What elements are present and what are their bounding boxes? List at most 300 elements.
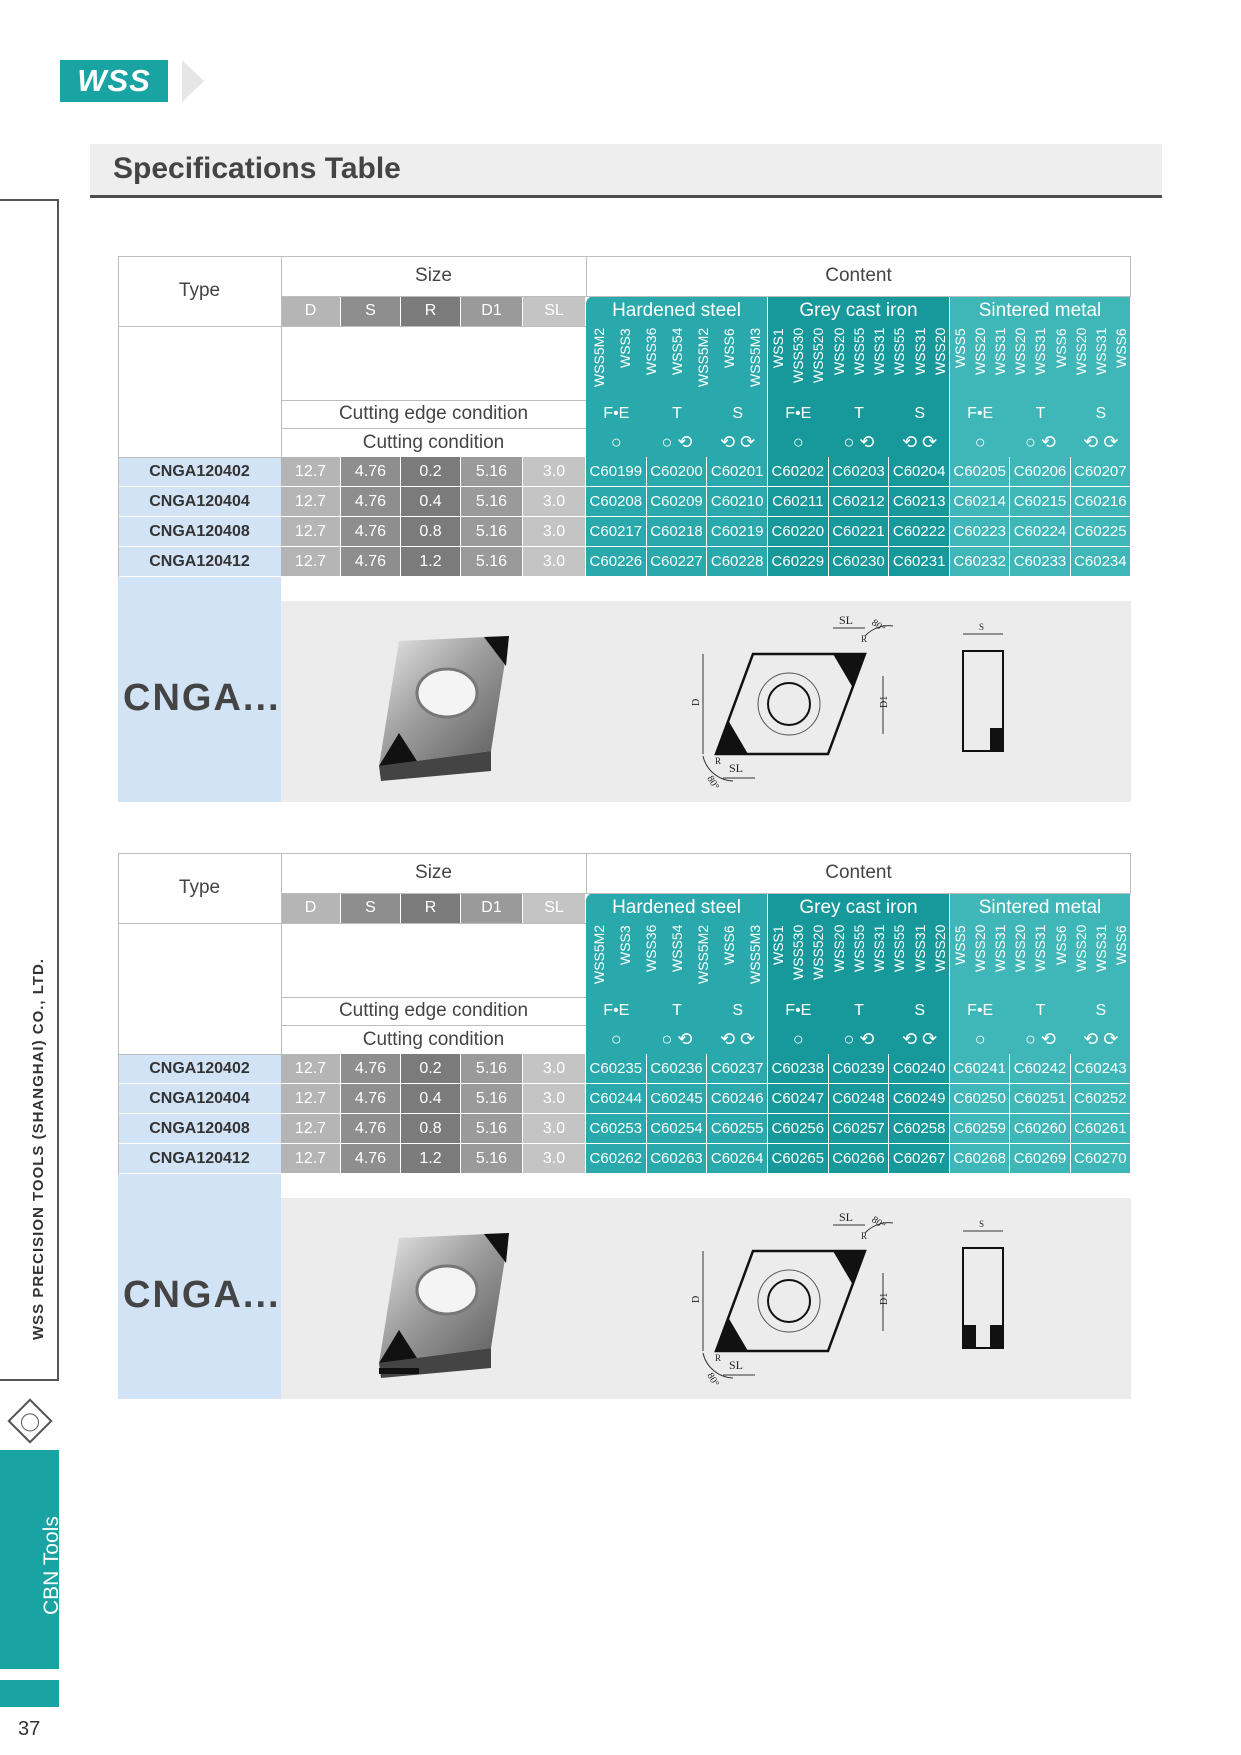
grade-label: WSS5M2: [695, 328, 711, 388]
product-code-cell: C60218: [647, 517, 708, 547]
size-cell: 0.2: [401, 457, 461, 487]
product-code-cell: C60222: [889, 517, 950, 547]
spec-table-2: [118, 853, 1131, 1399]
size-col-header-d1: D1: [461, 893, 523, 923]
grade-label: WSS54: [669, 328, 685, 376]
grade-label: WSS20: [931, 328, 948, 376]
grid-line: [281, 893, 586, 894]
size-col-header-d1: D1: [461, 296, 523, 326]
grade-label: WSS1: [770, 328, 787, 368]
section-tab-label: CBN Tools: [40, 1516, 63, 1615]
size-col-header-r: R: [401, 893, 461, 923]
grid-line: [281, 1025, 586, 1026]
product-code-cell: C60250: [950, 1084, 1010, 1114]
type-cell: CNGA120412: [118, 1144, 281, 1174]
dim-label-sl: SL: [729, 1358, 744, 1372]
grade-label: WSS6: [1112, 925, 1129, 965]
product-label-panel: [118, 1174, 281, 1399]
product-code-cell: C60228: [707, 547, 768, 577]
size-cell: 3.0: [523, 457, 586, 487]
product-code-cell: C60233: [1010, 547, 1070, 577]
outline-hole: [768, 1280, 810, 1322]
side-view-tip: [963, 1325, 976, 1348]
size-cell: 5.16: [461, 487, 523, 517]
product-image-panel: [281, 1198, 1131, 1399]
grade-label: WSS20: [830, 925, 847, 973]
size-cell: 0.4: [401, 1084, 461, 1114]
edge-condition-label: S: [914, 1002, 925, 1019]
product-code-cell: C60261: [1071, 1114, 1131, 1144]
cutting-condition-symbol: ⟲ ⟳: [1083, 1029, 1119, 1049]
grade-label: WSS5M2: [695, 925, 711, 985]
product-code-cell: C60243: [1071, 1054, 1131, 1084]
product-code-cell: C60239: [829, 1054, 890, 1084]
grid-line: [586, 853, 587, 893]
product-code-cell: C60235: [586, 1054, 647, 1084]
cutting-condition-symbol: ○ ⟲: [1025, 432, 1056, 452]
product-code-cell: C60211: [768, 487, 829, 517]
edge-condition-label: S: [914, 405, 925, 422]
dim-label-s: S: [979, 622, 985, 632]
spec-grid: [118, 853, 1131, 1399]
product-code-cell: C60240: [889, 1054, 950, 1084]
grid-line: [118, 923, 281, 924]
grid-line: [281, 997, 586, 998]
group-header-0: Hardened steel: [586, 296, 768, 326]
type-cell: CNGA120404: [118, 487, 281, 517]
product-image-panel: [281, 601, 1131, 802]
size-col-header-d: D: [281, 893, 341, 923]
grade-label: WSS55: [850, 925, 867, 973]
cutting-condition-symbol: ○ ⟲: [661, 1029, 693, 1049]
grade-label: WSS6: [1052, 925, 1069, 965]
grade-label: WSS55: [891, 925, 908, 973]
grid-line: [118, 256, 1131, 257]
edge-condition-label: S: [1095, 1002, 1107, 1019]
grid-line: [281, 428, 586, 429]
product-code-cell: C60262: [586, 1144, 647, 1174]
product-code-cell: C60269: [1010, 1144, 1070, 1174]
product-code-cell: C60217: [586, 517, 647, 547]
grade-label: WSS20: [972, 328, 989, 376]
size-cell: 5.16: [461, 1054, 523, 1084]
grade-label: WSS31: [1032, 328, 1049, 376]
product-code-cell: C60199: [586, 457, 647, 487]
product-code-cell: C60207: [1071, 457, 1131, 487]
dim-label-r: R: [715, 756, 722, 766]
product-code-cell: C60205: [950, 457, 1010, 487]
size-cell: 3.0: [523, 547, 586, 577]
product-code-cell: C60256: [768, 1114, 829, 1144]
cutting-condition-symbol: ⟲ ⟳: [720, 1029, 756, 1049]
grade-label: WSS36: [643, 328, 659, 376]
edge-condition-label: T: [672, 405, 682, 422]
product-family-label: CNGA...: [123, 677, 281, 719]
cutting-edge-condition-label: Cutting edge condition: [338, 1000, 529, 1021]
dim-label-sl: SL: [839, 1210, 854, 1224]
cutting-condition-symbol: ○ ⟲: [1025, 1029, 1056, 1049]
size-cell: 4.76: [341, 457, 401, 487]
size-cell: 3.0: [523, 517, 586, 547]
size-cell: 12.7: [281, 547, 341, 577]
edge-condition-label: T: [1035, 405, 1046, 422]
group-header-2: Sintered metal: [950, 893, 1131, 923]
size-cell: 0.2: [401, 1054, 461, 1084]
dim-label-r: R: [861, 634, 868, 644]
size-cell: 5.16: [461, 457, 523, 487]
edge-condition-label: F•E: [603, 1002, 630, 1019]
grid-line: [586, 296, 1131, 297]
edge-condition-label: S: [1095, 405, 1107, 422]
product-code-cell: C60212: [829, 487, 890, 517]
edge-condition-label: T: [854, 1002, 864, 1019]
product-code-cell: C60210: [707, 487, 768, 517]
size-cell: 3.0: [523, 1144, 586, 1174]
edge-condition-label: T: [1035, 1002, 1046, 1019]
size-cell: 4.76: [341, 1144, 401, 1174]
product-code-cell: C60220: [768, 517, 829, 547]
product-code-cell: C60213: [889, 487, 950, 517]
size-cell: 12.7: [281, 457, 341, 487]
dim-label-s: S: [979, 1219, 985, 1229]
product-code-cell: C60260: [1010, 1114, 1070, 1144]
product-code-cell: C60244: [586, 1084, 647, 1114]
type-cell: CNGA120408: [118, 1114, 281, 1144]
cbn-tip-bottom: [716, 1317, 748, 1351]
group-header-2: Sintered metal: [950, 296, 1131, 326]
grade-label: WSS530: [790, 328, 807, 384]
dim-label-angle: 80°: [869, 1214, 888, 1232]
type-cell: CNGA120402: [118, 457, 281, 487]
diamond-icon: [7, 1398, 52, 1443]
cbn-tip-top: [833, 654, 865, 688]
circle-icon: [17, 1410, 42, 1435]
logo-arrow-icon: [182, 60, 204, 102]
size-cell: 0.8: [401, 517, 461, 547]
product-code-cell: C60231: [889, 547, 950, 577]
grade-label: WSS5: [952, 925, 969, 965]
product-code-cell: C60226: [586, 547, 647, 577]
product-code-cell: C60216: [1071, 487, 1131, 517]
cutting-condition-symbol: ○ ⟲: [661, 432, 693, 452]
dim-label-sl: SL: [839, 613, 854, 627]
product-code-cell: C60224: [1010, 517, 1070, 547]
edge-condition-label: F•E: [967, 405, 994, 422]
product-code-cell: C60204: [889, 457, 950, 487]
dim-label-d1: D1: [879, 1292, 890, 1305]
grade-label: WSS5M2: [591, 925, 607, 985]
grid-line: [118, 457, 281, 458]
insert-hole: [417, 1266, 477, 1314]
product-code-cell: C60232: [950, 547, 1010, 577]
size-cell: 5.16: [461, 1114, 523, 1144]
insert-photo: [359, 621, 519, 781]
size-cell: 12.7: [281, 487, 341, 517]
grade-label: WSS31: [871, 328, 888, 376]
grid-line: [281, 400, 586, 401]
product-code-cell: C60225: [1071, 517, 1131, 547]
grade-label: WSS31: [911, 925, 928, 973]
cutting-condition-label: Cutting condition: [362, 431, 505, 453]
content-header: Content: [825, 265, 892, 286]
grade-label: WSS6: [721, 925, 737, 965]
type-header: Type: [178, 877, 221, 898]
cbn-tip-bottom: [716, 720, 748, 754]
grade-label: WSS31: [992, 925, 1009, 973]
size-cell: 5.16: [461, 1084, 523, 1114]
grid-line: [1130, 256, 1131, 296]
group-header-1: Grey cast iron: [768, 296, 950, 326]
product-code-cell: C60255: [707, 1114, 768, 1144]
product-code-cell: C60206: [1010, 457, 1070, 487]
edge-condition-label: S: [732, 405, 743, 422]
grid-line: [586, 893, 1131, 894]
product-code-cell: C60209: [647, 487, 708, 517]
side-view-tip: [990, 728, 1003, 751]
size-cell: 12.7: [281, 1084, 341, 1114]
grade-label: WSS31: [871, 925, 888, 973]
product-code-cell: C60219: [707, 517, 768, 547]
grid-line: [281, 853, 282, 1054]
grade-label: WSS36: [643, 925, 659, 973]
edge-condition-label: S: [732, 1002, 743, 1019]
grade-label: WSS20: [1072, 328, 1089, 376]
cutting-condition-symbol: ⟲ ⟳: [1083, 432, 1119, 452]
insert-hole: [417, 669, 477, 717]
cutting-condition-symbol: ○: [974, 432, 986, 452]
product-code-cell: C60257: [829, 1114, 890, 1144]
grade-label: WSS55: [850, 328, 867, 376]
grade-label: WSS20: [972, 925, 989, 973]
grade-label: WSS6: [721, 328, 737, 368]
insert-photo: [359, 1218, 519, 1378]
type-header: Type: [178, 280, 221, 301]
edge-condition-label: T: [854, 405, 864, 422]
size-cell: 12.7: [281, 1144, 341, 1174]
section-tab-footer: [0, 1680, 59, 1707]
grade-label: WSS3: [617, 925, 633, 965]
size-header: Size: [415, 862, 452, 883]
title-bar: [90, 144, 1162, 198]
size-cell: 3.0: [523, 487, 586, 517]
size-cell: 12.7: [281, 1114, 341, 1144]
cutting-edge-condition-label: Cutting edge condition: [338, 403, 529, 424]
insert-technical-drawing: [693, 1203, 1113, 1393]
edge-condition-label: T: [672, 1002, 682, 1019]
grid-line: [281, 326, 586, 327]
grade-label: WSS6: [1112, 328, 1129, 368]
product-code-cell: C60202: [768, 457, 829, 487]
product-code-cell: C60241: [950, 1054, 1010, 1084]
edge-condition-label: F•E: [603, 405, 630, 422]
grade-label: WSS5M2: [591, 328, 607, 388]
product-code-cell: C60200: [647, 457, 708, 487]
grid-line: [118, 326, 281, 327]
cutting-condition-symbol: ○: [974, 1029, 986, 1049]
cutting-condition-symbol: ○ ⟲: [843, 1029, 875, 1049]
product-code-cell: C60214: [950, 487, 1010, 517]
cutting-condition-symbol: ○: [792, 1029, 804, 1049]
type-cell: CNGA120412: [118, 547, 281, 577]
product-code-cell: C60265: [768, 1144, 829, 1174]
size-col-header-s: S: [341, 296, 401, 326]
grade-label: WSS20: [931, 925, 948, 973]
grid-line: [118, 853, 1131, 854]
type-cell: CNGA120408: [118, 517, 281, 547]
grade-label: WSS31: [1032, 925, 1049, 973]
spec-grid: [118, 256, 1131, 802]
size-cell: 12.7: [281, 1054, 341, 1084]
page-title: Specifications Table: [113, 152, 401, 185]
size-cell: 4.76: [341, 517, 401, 547]
cutting-condition-symbol: ○: [792, 432, 804, 452]
product-code-cell: C60229: [768, 547, 829, 577]
product-code-cell: C60203: [829, 457, 890, 487]
spec-table-1: [118, 256, 1131, 802]
content-header: Content: [825, 862, 892, 883]
grade-label: WSS31: [911, 328, 928, 376]
side-company-name: WSS PRECISION TOOLS (SHANGHAI) CO., LTD.: [30, 958, 47, 1340]
product-code-cell: C60268: [950, 1144, 1010, 1174]
outline-hole: [768, 683, 810, 725]
size-cell: 4.76: [341, 487, 401, 517]
grid-line: [1130, 853, 1131, 893]
dim-label-angle: 80°: [869, 617, 888, 635]
product-code-cell: C60245: [647, 1084, 708, 1114]
edge-condition-label: F•E: [785, 405, 812, 422]
grade-label: WSS5M3: [747, 328, 763, 388]
product-code-cell: C60267: [889, 1144, 950, 1174]
size-cell: 4.76: [341, 1084, 401, 1114]
product-code-cell: C60237: [707, 1054, 768, 1084]
page-number: 37: [18, 1718, 41, 1740]
size-cell: 5.16: [461, 547, 523, 577]
dim-label-angle: 80°: [704, 1371, 721, 1389]
grid-line: [281, 923, 586, 924]
product-code-cell: C60251: [1010, 1084, 1070, 1114]
size-cell: 4.76: [341, 547, 401, 577]
grade-label: WSS6: [1052, 328, 1069, 368]
insert-technical-drawing: [693, 606, 1113, 796]
grade-label: WSS31: [992, 328, 1009, 376]
product-code-cell: C60249: [889, 1084, 950, 1114]
cutting-condition-symbol: ⟲ ⟳: [902, 1029, 938, 1049]
cbn-tip-top: [833, 1251, 865, 1285]
grid-line: [118, 1054, 281, 1055]
size-cell: 0.8: [401, 1114, 461, 1144]
product-code-cell: C60253: [586, 1114, 647, 1144]
product-code-cell: C60201: [707, 457, 768, 487]
grade-label: WSS20: [1012, 328, 1029, 376]
product-code-cell: C60258: [889, 1114, 950, 1144]
product-code-cell: C60247: [768, 1084, 829, 1114]
type-cell: CNGA120402: [118, 1054, 281, 1084]
cutting-condition-symbol: ⟲ ⟳: [720, 432, 756, 452]
cutting-condition-symbol: ○: [610, 432, 622, 452]
grid-line: [281, 256, 282, 457]
cutting-condition-symbol: ○: [610, 1029, 622, 1049]
product-code-cell: C60230: [829, 547, 890, 577]
size-cell: 12.7: [281, 517, 341, 547]
product-family-label: CNGA...: [123, 1274, 281, 1316]
dim-label-d: D: [691, 1295, 702, 1303]
size-cell: 0.4: [401, 487, 461, 517]
dim-label-d1: D1: [879, 695, 890, 708]
product-code-cell: C60264: [707, 1144, 768, 1174]
product-code-cell: C60266: [829, 1144, 890, 1174]
size-cell: 1.2: [401, 547, 461, 577]
product-code-cell: C60270: [1071, 1144, 1131, 1174]
grade-label: WSS520: [810, 328, 827, 384]
product-code-cell: C60263: [647, 1144, 708, 1174]
grid-line: [281, 296, 586, 297]
grade-label: WSS31: [1092, 328, 1109, 376]
size-header: Size: [415, 265, 452, 286]
grade-label: WSS20: [1072, 925, 1089, 973]
product-code-cell: C60252: [1071, 1084, 1131, 1114]
dim-label-sl: SL: [729, 761, 744, 775]
dim-label-angle: 80°: [704, 774, 721, 792]
group-header-1: Grey cast iron: [768, 893, 950, 923]
cbn-tip-side: [379, 1368, 419, 1374]
size-cell: 1.2: [401, 1144, 461, 1174]
edge-condition-label: F•E: [967, 1002, 994, 1019]
grade-label: WSS530: [790, 925, 807, 981]
product-code-cell: C60227: [647, 547, 708, 577]
size-col-header-r: R: [401, 296, 461, 326]
product-code-cell: C60254: [647, 1114, 708, 1144]
product-code-cell: C60221: [829, 517, 890, 547]
grade-label: WSS31: [1092, 925, 1109, 973]
product-code-cell: C60259: [950, 1114, 1010, 1144]
size-col-header-sl: SL: [523, 893, 586, 923]
size-cell: 4.76: [341, 1054, 401, 1084]
cutting-condition-symbol: ○ ⟲: [843, 432, 875, 452]
product-code-cell: C60234: [1071, 547, 1131, 577]
dim-label-r: R: [861, 1231, 868, 1241]
product-code-cell: C60242: [1010, 1054, 1070, 1084]
logo-text: WSS: [77, 63, 151, 98]
size-col-header-sl: SL: [523, 296, 586, 326]
dim-label-d: D: [691, 698, 702, 706]
side-view-tip: [990, 1325, 1003, 1348]
size-cell: 4.76: [341, 1114, 401, 1144]
product-code-cell: C60223: [950, 517, 1010, 547]
grade-label: WSS55: [891, 328, 908, 376]
product-code-cell: C60236: [647, 1054, 708, 1084]
grade-label: WSS5: [952, 328, 969, 368]
grade-label: WSS20: [830, 328, 847, 376]
size-col-header-s: S: [341, 893, 401, 923]
grade-label: WSS520: [810, 925, 827, 981]
grade-label: WSS54: [669, 925, 685, 973]
size-cell: 3.0: [523, 1114, 586, 1144]
product-code-cell: C60248: [829, 1084, 890, 1114]
cutting-condition-symbol: ⟲ ⟳: [902, 432, 938, 452]
product-code-cell: C60238: [768, 1054, 829, 1084]
grade-label: WSS1: [770, 925, 787, 965]
product-label-panel: [118, 577, 281, 802]
size-cell: 3.0: [523, 1084, 586, 1114]
size-cell: 5.16: [461, 517, 523, 547]
grade-label: WSS5M3: [747, 925, 763, 985]
dim-label-r: R: [715, 1353, 722, 1363]
group-header-0: Hardened steel: [586, 893, 768, 923]
type-cell: CNGA120404: [118, 1084, 281, 1114]
product-code-cell: C60246: [707, 1084, 768, 1114]
size-cell: 5.16: [461, 1144, 523, 1174]
product-code-cell: C60215: [1010, 487, 1070, 517]
